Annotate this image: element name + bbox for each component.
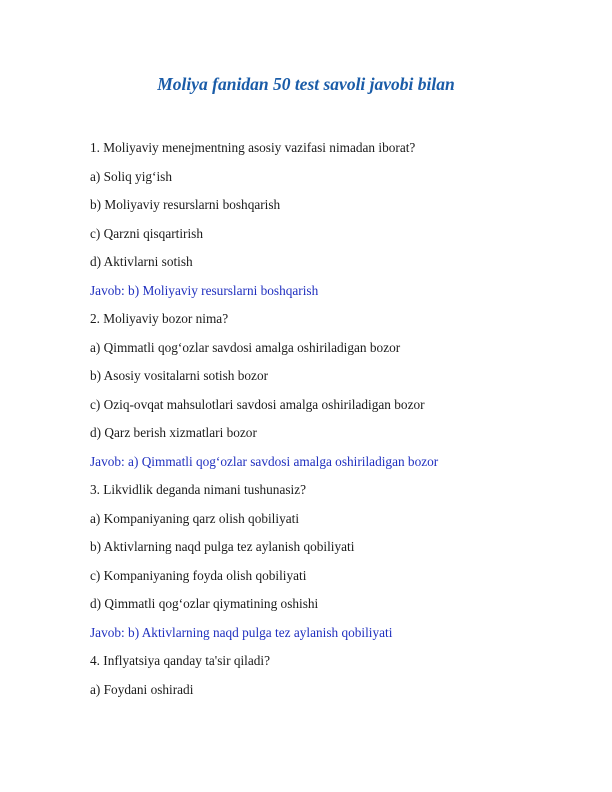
option-a: a) Kompaniyaning qarz olish qobiliyati — [90, 510, 300, 526]
answer-text: Javob: a) Qimmatli qog‘ozlar savdosi amalga oshiriladigan bozor — [90, 453, 439, 469]
option-d: d) Aktivlarni sotish — [90, 254, 193, 269]
question-list — [90, 139, 570, 709]
option-d: d) Qarz berish xizmatlari bozor — [90, 425, 257, 440]
answer-text: Javob: b) Moliyaviy resurslarni boshqarish — [90, 282, 319, 298]
option-c: c) Oziq-ovqat mahsulotlari savdosi amalga oshiriladigan bozor — [90, 396, 425, 412]
question-text: 1. Moliyaviy menejmentning asosiy vazifasi nimadan iborat? — [90, 140, 416, 155]
option-b: b) Moliyaviy resurslarni boshqarish — [90, 197, 281, 212]
option-d: d) Qimmatli qog‘ozlar qiymatining oshishi — [90, 596, 319, 611]
question-text: 4. Inflyatsiya qanday ta'sir qiladi? — [90, 653, 271, 668]
option-b: b) Aktivlarning naqd pulga tez aylanish qobiliyati — [90, 539, 355, 554]
option-a: a) Foydani oshiradi — [90, 681, 194, 697]
option-a: a) Qimmatli qog‘ozlar savdosi amalga oshiriladigan bozor — [90, 339, 401, 355]
option-c: c) Qarzni qisqartirish — [90, 225, 203, 241]
question-text: 3. Likvidlik deganda nimani tushunasiz? — [90, 482, 307, 497]
answer-text: Javob: b) Aktivlarning naqd pulga tez aylanish qobiliyati — [90, 624, 393, 640]
option-c: c) Kompaniyaning foyda olish qobiliyati — [90, 567, 307, 583]
option-a: a) Soliq yig‘ish — [90, 168, 172, 184]
question-text: 2. Moliyaviy bozor nima? — [90, 311, 229, 326]
document-title: Moliya fanidan 50 test savoli javobi bilan — [157, 74, 455, 94]
option-b: b) Asosiy vositalarni sotish bozor — [90, 368, 269, 383]
